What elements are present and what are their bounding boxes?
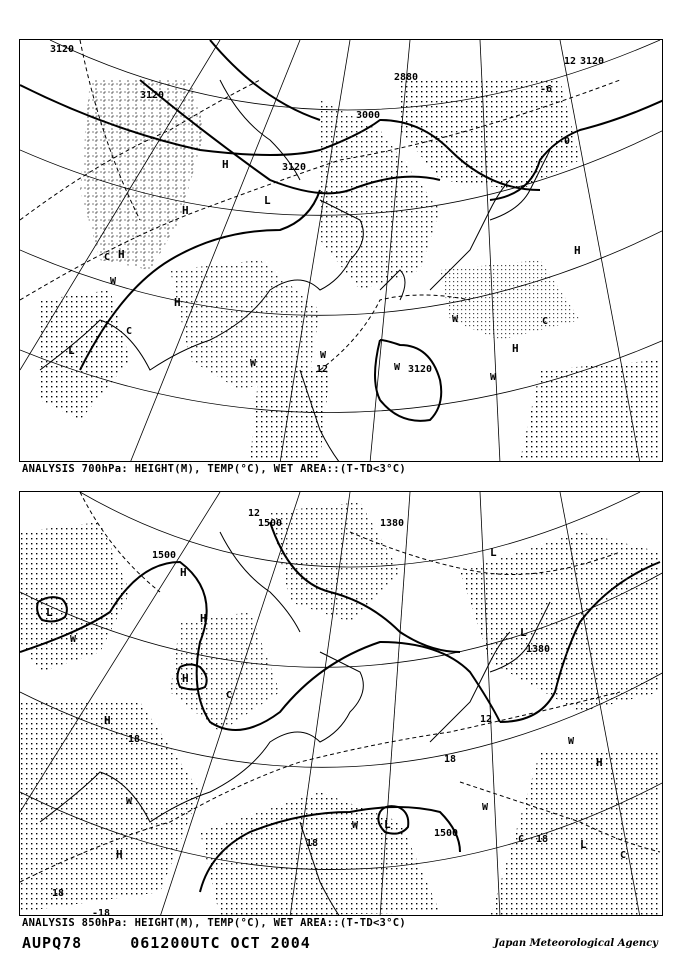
low-pressure-mark: L: [68, 344, 75, 357]
chart-id: AUPQ78: [22, 934, 83, 952]
high-pressure-mark: H: [182, 672, 189, 685]
map-700hpa: [20, 40, 663, 462]
contour-label: 3120: [580, 56, 605, 67]
contour-label: 3000: [356, 110, 381, 121]
contour-label: 1380: [526, 644, 551, 655]
low-pressure-mark: L: [264, 194, 271, 207]
map-850hpa: [20, 492, 663, 916]
temp-label: 18: [306, 838, 319, 849]
temp-label: -18: [92, 908, 111, 917]
contour-label: 1380: [380, 518, 405, 529]
high-pressure-mark: H: [180, 566, 187, 579]
high-pressure-mark: H: [104, 714, 111, 727]
high-pressure-mark: H: [222, 158, 229, 171]
temp-label: 18: [444, 754, 457, 765]
contour-label: 3120: [50, 44, 75, 55]
low-pressure-mark: L: [384, 818, 391, 831]
warm-mark: W: [320, 350, 327, 361]
temp-label: 12: [564, 56, 577, 67]
temp-label: 18: [52, 888, 65, 899]
contour-label: 3120: [282, 162, 307, 173]
chart-datetime: 061200UTC OCT 2004: [130, 934, 311, 952]
temp-label: 0: [564, 136, 571, 147]
temp-label: 12: [480, 714, 493, 725]
contour-label: 1500: [152, 550, 177, 561]
contour-label: 3120: [140, 90, 165, 101]
high-pressure-mark: H: [174, 296, 181, 309]
contour-label: 1500: [434, 828, 459, 839]
low-pressure-mark: L: [520, 626, 527, 639]
low-pressure-mark: L: [490, 546, 497, 559]
cold-mark: C: [620, 850, 627, 861]
chart-850hpa: [19, 491, 663, 916]
warm-mark: W: [452, 314, 459, 325]
warm-mark: W: [70, 634, 77, 645]
contour-label: 2880: [394, 72, 419, 83]
cold-mark: C: [518, 834, 525, 845]
low-pressure-mark: L: [46, 606, 53, 619]
warm-mark: W: [250, 358, 257, 369]
warm-mark: W: [126, 796, 133, 807]
agency-name: Japan Meteorological Agency: [494, 938, 658, 949]
temp-label: 18: [128, 734, 141, 745]
high-pressure-mark: H: [182, 204, 189, 217]
warm-mark: W: [490, 372, 497, 383]
temp-label: -6: [540, 84, 553, 95]
high-pressure-mark: H: [574, 244, 581, 257]
temp-label: 12: [248, 508, 261, 519]
warm-mark: W: [568, 736, 575, 747]
warm-mark: W: [352, 820, 359, 831]
caption-700hpa: ANALYSIS 700hPa: HEIGHT(M), TEMP(°C), WET AREA::(T-TD<3°C): [22, 463, 407, 475]
temp-label: 12: [316, 364, 329, 375]
chart-700hpa: [19, 39, 663, 462]
contour-label: 1500: [258, 518, 283, 529]
high-pressure-mark: H: [596, 756, 603, 769]
chart-header: [22, 934, 311, 952]
high-pressure-mark: H: [118, 248, 125, 261]
high-pressure-mark: H: [200, 612, 207, 625]
warm-mark: W: [394, 362, 401, 373]
cold-mark: C: [226, 690, 233, 701]
high-pressure-mark: H: [512, 342, 519, 355]
cold-mark: C: [542, 316, 549, 327]
cold-mark: C: [104, 252, 111, 263]
contour-label: 3120: [408, 364, 433, 375]
high-pressure-mark: H: [116, 848, 123, 861]
warm-mark: W: [110, 276, 117, 287]
temp-label: 18: [536, 834, 549, 845]
cold-mark: C: [126, 326, 133, 337]
low-pressure-mark: L: [580, 838, 587, 851]
caption-850hpa: ANALYSIS 850hPa: HEIGHT(M), TEMP(°C), WET AREA::(T-TD<3°C): [22, 917, 407, 929]
warm-mark: W: [482, 802, 489, 813]
